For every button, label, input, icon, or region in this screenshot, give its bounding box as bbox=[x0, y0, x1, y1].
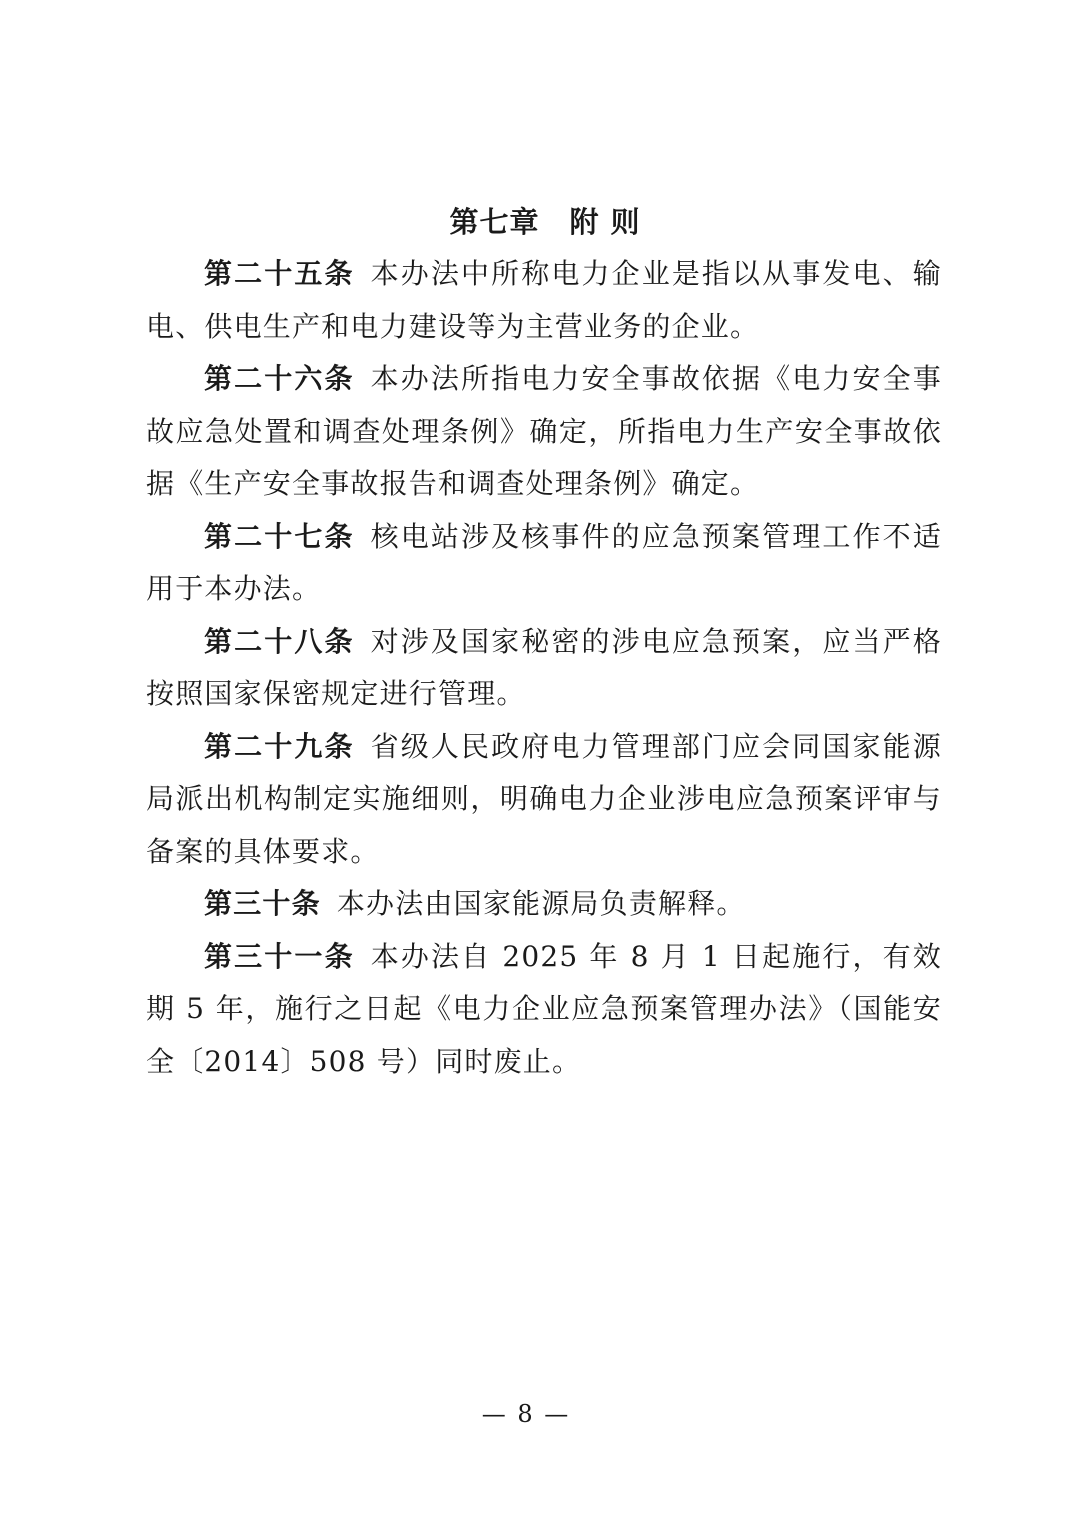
article-26 bbox=[146, 353, 942, 511]
page-number: — 8 — bbox=[481, 1400, 571, 1428]
article-30 bbox=[146, 878, 942, 931]
article-31 bbox=[146, 931, 942, 1089]
article-text: 本办法自 2025 年 8 月 1 日起施行，有效期 5 年，施行之日起《电力企业应急预案管理办法》（国能安全〔2014〕508 号）同时废止。 bbox=[146, 939, 942, 1078]
article-number: 第二十七条 bbox=[204, 519, 355, 553]
article-number: 第三十一条 bbox=[204, 939, 355, 973]
article-29 bbox=[146, 721, 942, 879]
article-number: 第三十条 bbox=[204, 887, 321, 920]
article-text: 本办法所指电力安全事故依据《电力安全事故应急处置和调查处理条例》确定，所指电力生产安全事故依据《生产安全事故报告和调查处理条例》确定。 bbox=[146, 362, 942, 500]
article-28 bbox=[146, 616, 942, 721]
article-text: 对涉及国家秘密的涉电应急预案，应当严格按照国家保密规定进行管理。 bbox=[146, 624, 942, 710]
article-text: 本办法由国家能源局负责解释。 bbox=[336, 887, 746, 920]
article-number: 第二十六条 bbox=[204, 362, 355, 395]
article-text: 省级人民政府电力管理部门应会同国家能源局派出机构制定实施细则，明确电力企业涉电应急预案评审与备案的具体要求。 bbox=[146, 729, 942, 868]
article-number: 第二十五条 bbox=[204, 257, 355, 290]
article-number: 第二十八条 bbox=[204, 624, 355, 658]
article-number: 第二十九条 bbox=[204, 729, 355, 763]
article-text: 核电站涉及核事件的应急预案管理工作不适用于本办法。 bbox=[146, 519, 942, 605]
chapter-title: 第七章 附 则 bbox=[449, 205, 641, 239]
article-text: 本办法中所称电力企业是指以从事发电、输电、供电生产和电力建设等为主营业务的企业。 bbox=[146, 257, 942, 343]
article-27 bbox=[146, 511, 942, 616]
articles-body bbox=[146, 248, 942, 1088]
article-25 bbox=[146, 248, 942, 353]
